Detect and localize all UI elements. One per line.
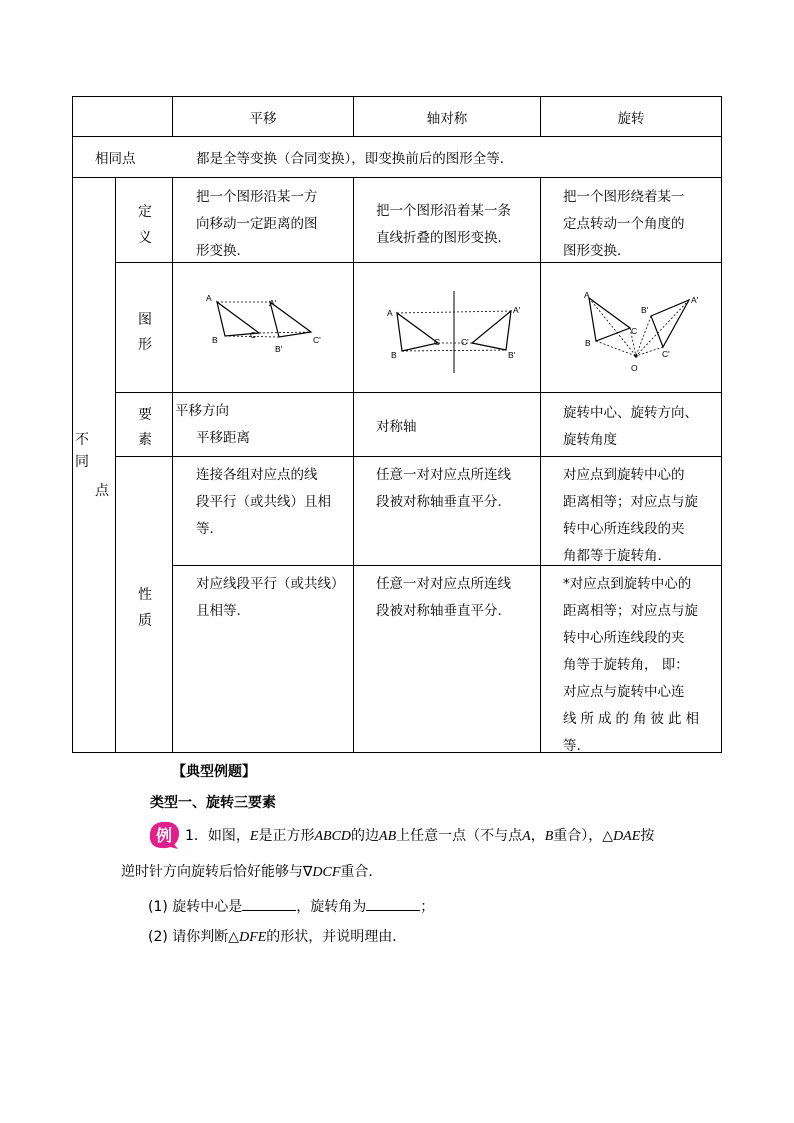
same-text: 都是全等变换（合同变换），即变换前后的图形全等． xyxy=(196,151,514,167)
table-border xyxy=(115,392,722,393)
fig-label: A xyxy=(206,293,212,303)
question-2: (2) 请你判断△DFE的形状，并说明理由． xyxy=(148,929,407,945)
fig-label: B' xyxy=(275,344,283,354)
property2-translation: 对应线段平行（或共线） 且相等． xyxy=(196,576,345,619)
fig-label: A' xyxy=(513,305,521,315)
diff-label-3: 点 xyxy=(95,483,109,499)
property2-rotation: *对应点到旋转中心的 距离相等；对应点与旋 转中心所连线段的夹 角等于旋转角， 即： 对应点与旋转中心连 线所成的角彼此相 等． xyxy=(563,576,703,754)
definition-translation: 把一个图形沿某一方 向移动一定距离的图 形变换． xyxy=(196,189,318,259)
property1-translation: 连接各组对应点的线 段平行（或共线）且相 等． xyxy=(196,467,331,537)
answer-blank[interactable] xyxy=(242,896,296,911)
fig-label: O xyxy=(631,363,638,373)
table-border xyxy=(72,136,722,137)
fig-label: B' xyxy=(641,305,649,315)
row-label-definition-1: 定 xyxy=(138,204,152,220)
row-label-properties-2: 质 xyxy=(138,613,152,629)
example-line-1: 1．如图，E是正方形ABCD的边AB上任意一点（不与点A，B重合），△DAE按 xyxy=(185,828,655,844)
section-heading: 【典型例题】 xyxy=(172,764,256,780)
fig-label: C' xyxy=(313,335,321,345)
question-1: (1) 旋转中心是 ，旋转角为 ； xyxy=(148,896,434,917)
table-border xyxy=(721,96,722,753)
elements-reflection: 对称轴 xyxy=(376,419,417,435)
diff-label-2: 同 xyxy=(75,454,89,470)
row-label-figure-1: 图 xyxy=(138,312,152,328)
example-badge-icon xyxy=(147,820,181,850)
type-title: 类型一、旋转三要素 xyxy=(150,795,276,811)
fig-label: A xyxy=(584,290,590,300)
translation-figure xyxy=(173,263,353,392)
elements-translation-2: 平移距离 xyxy=(196,430,250,446)
fig-label: B xyxy=(585,338,591,348)
answer-blank[interactable] xyxy=(366,896,420,911)
fig-label: C' xyxy=(461,337,469,347)
header-reflection: 轴对称 xyxy=(426,111,468,127)
diff-label-1: 不 xyxy=(75,432,89,448)
header-translation: 平移 xyxy=(249,111,277,127)
reflection-figure xyxy=(354,263,540,392)
row-label-definition-2: 义 xyxy=(138,230,152,246)
fig-label: A' xyxy=(691,295,699,305)
definition-rotation: 把一个图形绕着某一 定点转动一个角度的 图形变换． xyxy=(563,189,685,259)
row-label-figure-2: 形 xyxy=(138,337,152,353)
svg-text:例: 例 xyxy=(156,826,173,845)
example-line-2: 逆时针方向旋转后恰好能够与∇DCF重合． xyxy=(121,864,383,880)
fig-label: B xyxy=(391,350,397,360)
elements-rotation: 旋转中心、旋转方向、 旋转角度 xyxy=(563,405,698,448)
fig-label: A' xyxy=(269,298,277,308)
fig-label: C xyxy=(631,326,638,336)
property2-reflection: 任意一对对应点所连线 段被对称轴垂直平分． xyxy=(376,576,511,619)
header-rotation: 旋转 xyxy=(617,111,645,127)
row-label-properties-1: 性 xyxy=(138,587,152,603)
fig-label: B' xyxy=(508,350,516,360)
table-border xyxy=(72,96,722,97)
table-border xyxy=(72,177,722,178)
elements-translation-1: 平移方向 xyxy=(175,403,229,419)
table-border xyxy=(115,177,116,753)
table-border xyxy=(115,456,722,457)
row-label-elements-2: 素 xyxy=(138,432,152,448)
row-label-elements-1: 要 xyxy=(138,407,152,423)
fig-label: C xyxy=(434,337,441,347)
fig-label: A xyxy=(387,308,393,318)
fig-label: C' xyxy=(662,349,670,359)
property1-rotation: 对应点到旋转中心的 距离相等；对应点与旋 转中心所连线段的夹 角都等于旋转角． xyxy=(563,467,698,564)
fig-label: B xyxy=(212,335,218,345)
rotation-figure xyxy=(541,263,721,392)
property1-reflection: 任意一对对应点所连线 段被对称轴垂直平分． xyxy=(376,467,511,510)
same-label: 相同点 xyxy=(95,151,136,167)
definition-reflection: 把一个图形沿着某一条 直线折叠的图形变换． xyxy=(376,203,511,246)
fig-label: C xyxy=(250,330,257,340)
